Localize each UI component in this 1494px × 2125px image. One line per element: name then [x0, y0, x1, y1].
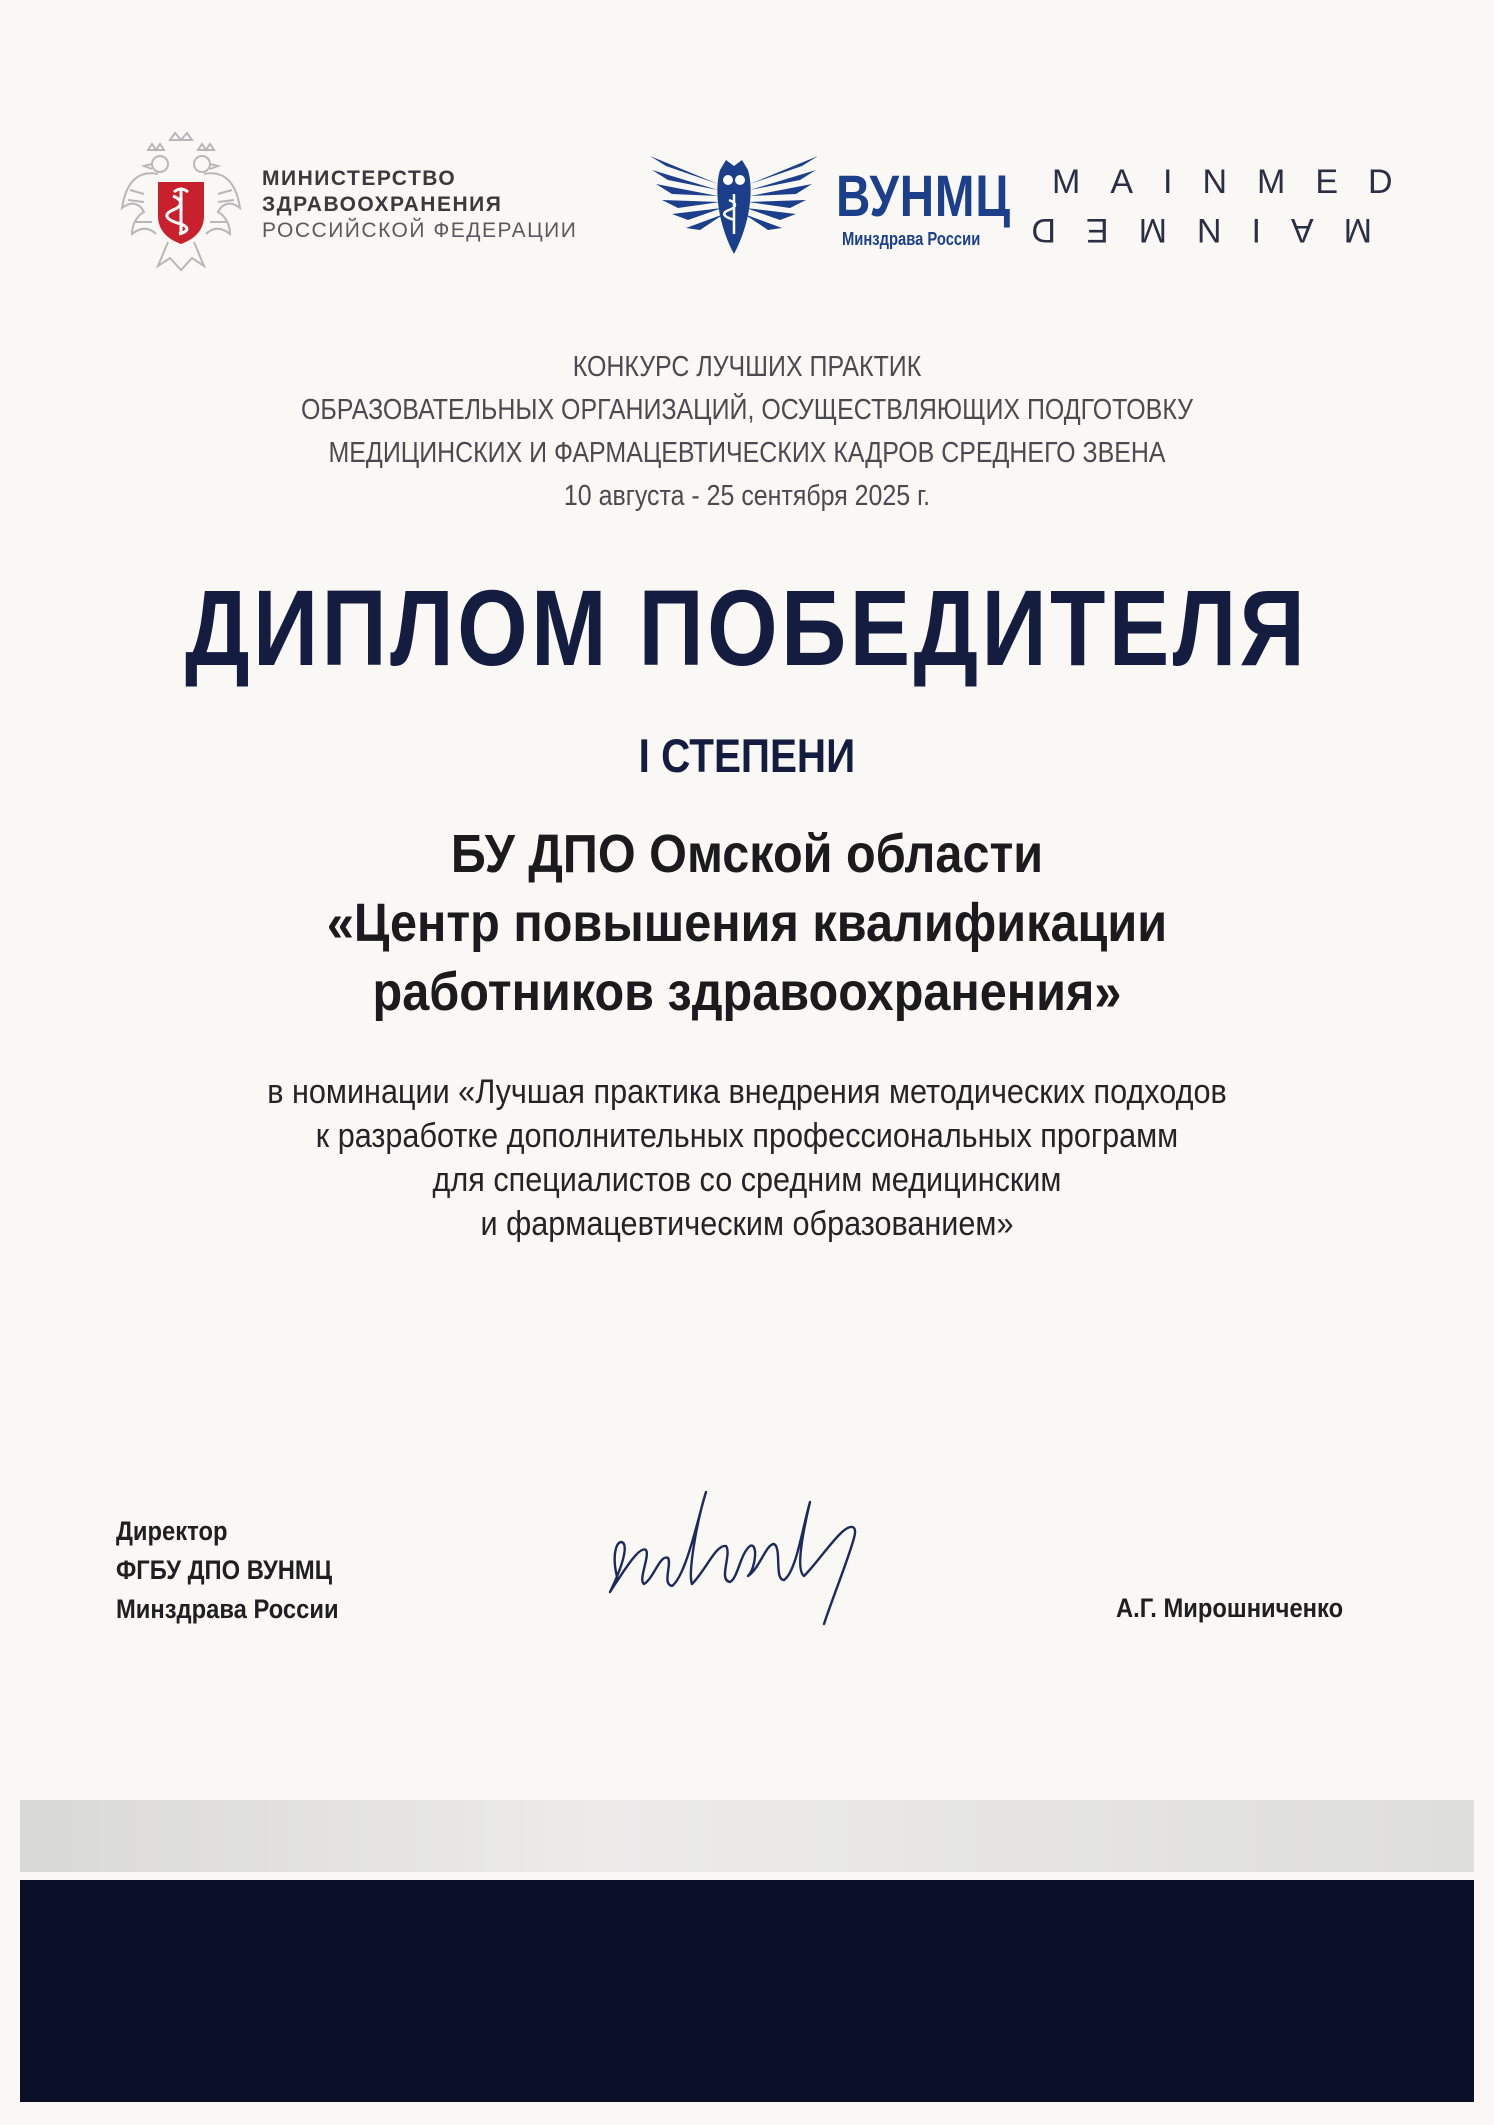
nomination-line-4: и фармацевтическим образованием» — [480, 1205, 1014, 1243]
contest-dates: 10 августа - 25 сентября 2025 г. — [563, 480, 931, 512]
ministry-line-3: РОССИЙСКОЙ ФЕДЕРАЦИИ — [262, 219, 578, 242]
nomination-line-3: для специалистов со средним медицинским — [432, 1161, 1062, 1199]
position-line-2: ФГБУ ДПО ВУНМЦ — [116, 1555, 333, 1585]
diploma-title-text: ДИПЛОМ ПОБЕДИТЕЛЯ — [185, 567, 1309, 688]
nomination-text — [0, 1070, 1494, 1246]
ministry-emblem-icon — [118, 130, 244, 272]
owl-logo-icon — [646, 150, 822, 258]
contest-line-3: МЕДИЦИНСКИХ И ФАРМАЦЕВТИЧЕСКИХ КАДРОВ СРЕДНЕГО ЗВЕНА — [328, 437, 1166, 469]
handwritten-signature — [588, 1484, 918, 1634]
ministry-line-1: МИНИСТЕРСТВО — [262, 167, 457, 190]
ministry-logo-text — [262, 166, 577, 244]
decorative-dark-band — [20, 1880, 1474, 2102]
contest-line-1: КОНКУРС ЛУЧШИХ ПРАКТИК — [572, 351, 922, 383]
signer-name: А.Г. Мирошниченко — [1116, 1593, 1344, 1623]
position-line-1: Директор — [116, 1516, 228, 1546]
ministry-line-2: ЗДРАВООХРАНЕНИЯ — [262, 193, 503, 216]
recipient-organization — [0, 820, 1494, 1027]
nomination-line-2: к разработке дополнительных профессиональных программ — [315, 1117, 1179, 1155]
decorative-light-band — [20, 1800, 1474, 1872]
diploma-title — [0, 566, 1494, 690]
contest-heading — [0, 346, 1494, 518]
recipient-line-3: работников здравоохранения» — [372, 962, 1122, 1022]
recipient-line-2: «Центр повышения квалификации — [326, 893, 1168, 953]
diploma-degree-text: I СТЕПЕНИ — [638, 729, 856, 782]
mainmed-logo-reflection: MAINMED — [1001, 211, 1372, 249]
recipient-line-1: БУ ДПО Омской области — [450, 824, 1044, 884]
position-line-3: Минздрава России — [116, 1594, 339, 1624]
vunmc-logo-name: ВУНМЦ — [836, 164, 1011, 229]
signatory-position — [116, 1512, 369, 1629]
nomination-line-1: в номинации «Лучшая практика внедрения методических подходов — [267, 1073, 1227, 1111]
mainmed-logo: MAINMED — [1052, 163, 1423, 201]
vunmc-logo-subtitle: Минздрава России — [842, 229, 981, 249]
contest-line-2: ОБРАЗОВАТЕЛЬНЫХ ОРГАНИЗАЦИЙ, ОСУЩЕСТВЛЯЮЩИХ ПОДГОТОВКУ — [301, 394, 1193, 426]
diploma-degree — [0, 728, 1494, 784]
